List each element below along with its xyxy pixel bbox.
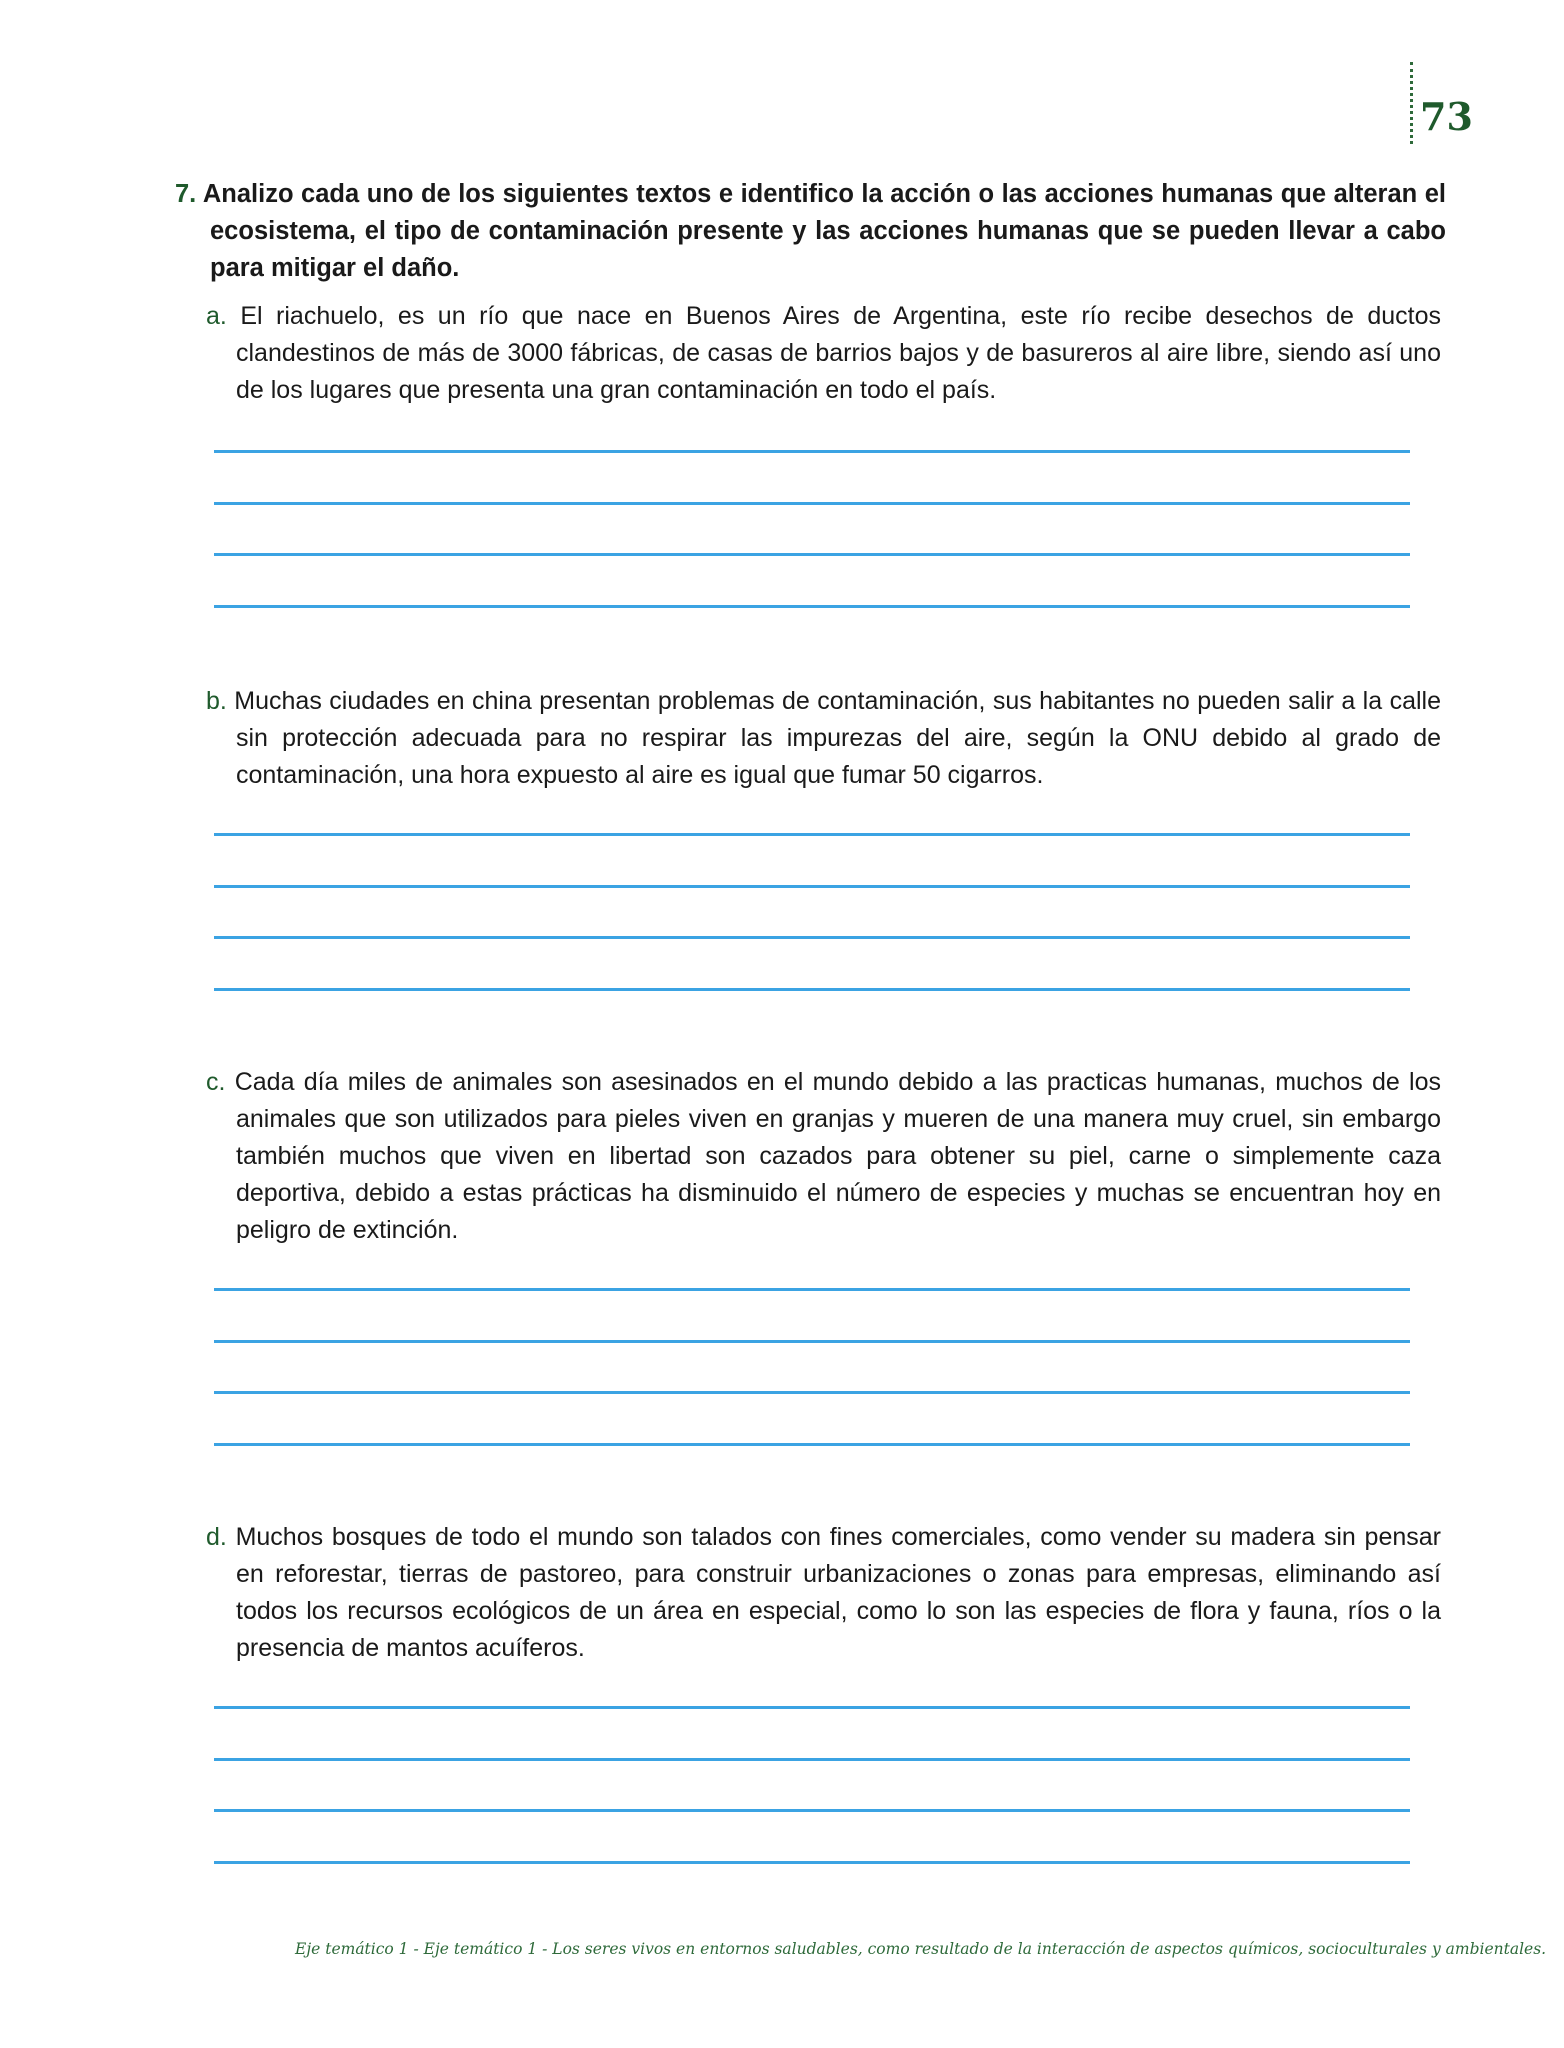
answer-line[interactable] xyxy=(214,450,1410,453)
answer-line[interactable] xyxy=(214,1391,1410,1394)
exercise-item-d xyxy=(206,1519,1441,1667)
answer-line[interactable] xyxy=(214,1809,1410,1812)
answer-line[interactable] xyxy=(214,1706,1410,1709)
page-footer: Eje temático 1 - Eje temático 1 - Los seres vivos en entornos saludables, como resultado de la interacción de aspectos químicos, socioculturales y ambientales. xyxy=(295,1940,1547,1958)
item-text: El riachuelo, es un río que nace en Buenos Aires de Argentina, este río recibe desechos de ductos clandestinos de más de 3000 fábricas, de casas de barrios bajos y de basureros al aire libre, siendo así uno de los lugares que presenta una gran contaminación en todo el país. xyxy=(236,302,1441,404)
exercise-instruction xyxy=(175,176,1446,287)
exercise-item-b xyxy=(206,683,1441,794)
exercise-item-a xyxy=(206,298,1441,409)
answer-line[interactable] xyxy=(214,1861,1410,1864)
answer-line[interactable] xyxy=(214,833,1410,836)
answer-line[interactable] xyxy=(214,1758,1410,1761)
item-letter: d. xyxy=(206,1523,227,1551)
answer-line[interactable] xyxy=(214,885,1410,888)
answer-line[interactable] xyxy=(214,553,1410,556)
item-letter: a. xyxy=(206,302,227,330)
item-letter: c. xyxy=(206,1068,226,1096)
answer-line[interactable] xyxy=(214,1288,1410,1291)
item-text: Muchas ciudades en china presentan problemas de contaminación, sus habitantes no pueden salir a la calle sin protección adecuada para no respirar las impurezas del aire, según la ONU debido al grado de contaminación, una hora expuesto al aire es igual que fumar 50 cigarros. xyxy=(234,687,1441,789)
exercise-item-c xyxy=(206,1064,1441,1249)
page-number-divider xyxy=(1410,62,1413,144)
answer-line[interactable] xyxy=(214,605,1410,608)
answer-line[interactable] xyxy=(214,1443,1410,1446)
item-text: Cada día miles de animales son asesinados en el mundo debido a las practicas humanas, muchos de los animales que son utilizados para pieles viven en granjas y mueren de una manera muy cruel, sin embargo también muchos que viven en libertad son cazados para obtener su piel, carne o simplemente caza deportiva, debido a estas prácticas ha disminuido el número de especies y muchas se encuentran hoy en peligro de extinción. xyxy=(234,1068,1441,1244)
answer-line[interactable] xyxy=(214,502,1410,505)
exercise-instruction-text: Analizo cada uno de los siguientes textos e identifico la acción o las acciones humanas que alteran el ecosistema, el tipo de contaminación presente y las acciones humanas que se pueden llevar a cabo para mitigar el daño. xyxy=(202,180,1446,282)
answer-line[interactable] xyxy=(214,936,1410,939)
exercise-number: 7. xyxy=(175,180,197,208)
answer-line[interactable] xyxy=(214,1340,1410,1343)
item-letter: b. xyxy=(206,687,227,715)
item-text: Muchos bosques de todo el mundo son talados con fines comerciales, como vender su madera sin pensar en reforestar, tierras de pastoreo, para construir urbanizaciones o zonas para empresas, eliminando así todos los recursos ecológicos de un área en especial, como lo son las especies de flora y fauna, ríos o la presencia de mantos acuíferos. xyxy=(235,1523,1441,1662)
answer-line[interactable] xyxy=(214,988,1410,991)
page-number: 73 xyxy=(1420,94,1473,139)
